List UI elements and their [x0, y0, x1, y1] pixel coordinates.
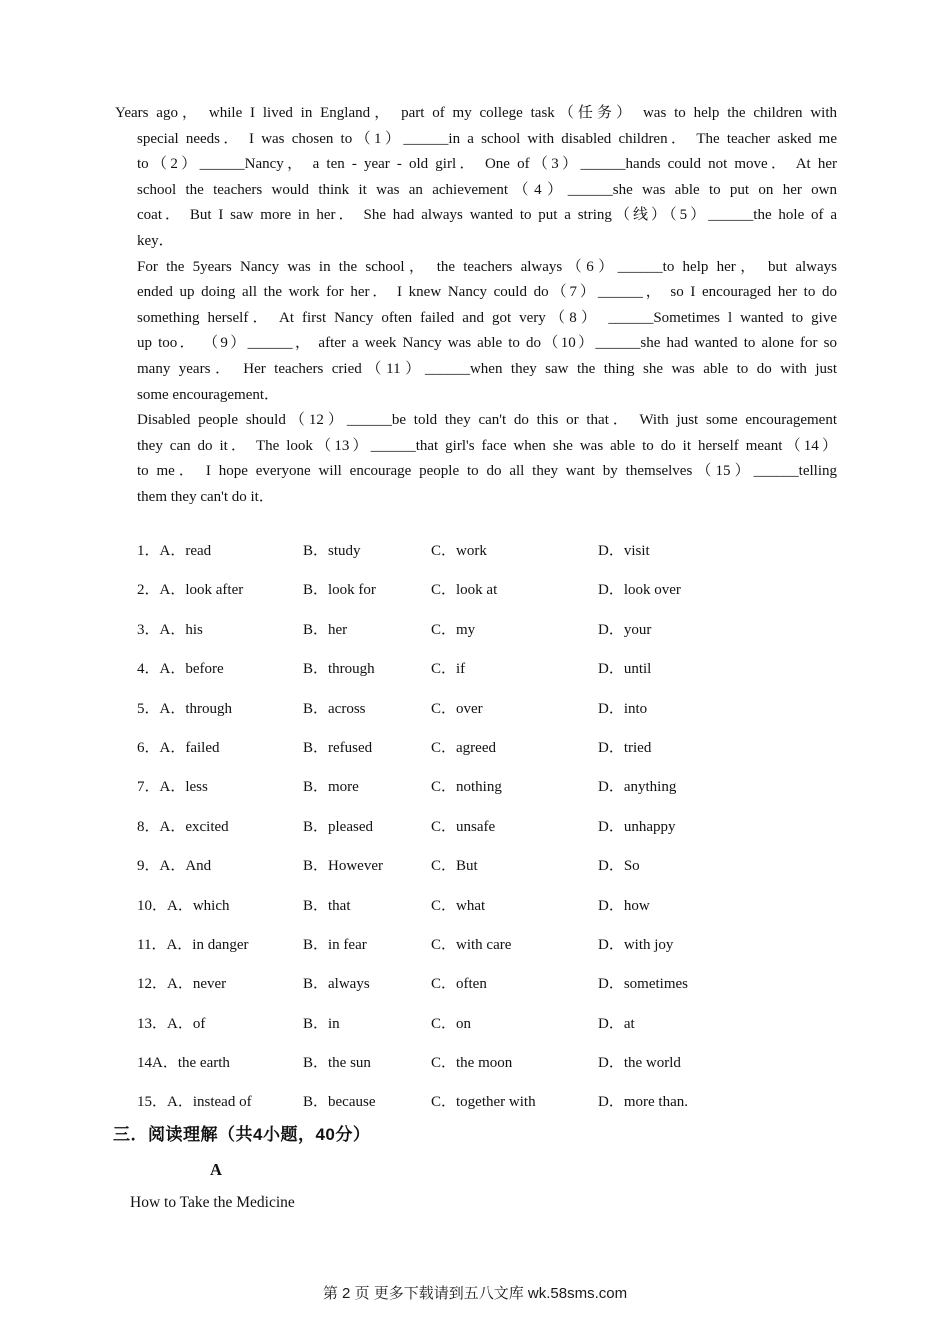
question-option-c: C．agreed	[431, 739, 496, 756]
question-option-d: D．look over	[598, 582, 681, 599]
question-option-c: C．together with	[431, 1094, 536, 1111]
question-option-b: B．pleased	[303, 818, 373, 835]
page-footer: 第 2 页 更多下载请到五八文库 wk.58sms.com	[322, 1285, 628, 1302]
cloze-question-row	[137, 618, 850, 643]
passage-line: Disabled people should（12）______be told they can't do this or that． With just some encouragement	[137, 412, 837, 429]
passage-line: school the teachers would think it was an achievement（4）______she was able to put on her own	[137, 181, 837, 198]
cloze-question-row	[137, 539, 850, 564]
reading-passage-label: A	[210, 1160, 222, 1179]
cloze-question-row	[137, 1051, 850, 1076]
question-option-d: D．anything	[598, 779, 677, 796]
question-option-b: B．her	[303, 621, 348, 638]
question-option-d: D．more than.	[598, 1094, 688, 1111]
passage-line: them they can't do it．	[137, 488, 274, 505]
question-option-c: C．nothing	[431, 779, 502, 796]
question-number-and-option-a: 12．A．never	[137, 976, 227, 993]
question-number-and-option-a: 13．A．of	[137, 1015, 206, 1032]
question-number-and-option-a: 9．A．And	[137, 858, 212, 875]
question-number-and-option-a: 8．A．excited	[137, 818, 229, 835]
question-option-c: C．over	[431, 700, 483, 717]
cloze-paragraph-3	[137, 408, 837, 510]
question-option-b: B．in	[303, 1015, 340, 1032]
question-option-c: C．unsafe	[431, 818, 496, 835]
question-option-c: C．often	[431, 976, 487, 993]
question-option-b: B．that	[303, 897, 351, 914]
passage-line: they can do it． The look（13）______that girl's face when she was able to do it herself meant（14）	[137, 437, 837, 454]
question-option-c: C．But	[431, 858, 478, 875]
passage-line: For the 5years Nancy was in the school， the teachers always（6）______to help her， but always	[137, 258, 837, 275]
cloze-question-row	[137, 657, 850, 682]
cloze-paragraph-1	[115, 101, 837, 255]
cloze-passage	[115, 101, 837, 511]
question-option-d: D．until	[598, 661, 652, 678]
cloze-question-row	[137, 578, 850, 603]
question-number-and-option-a: 1．A．read	[137, 543, 212, 559]
passage-line: key．	[137, 232, 174, 249]
cloze-question-row	[137, 972, 850, 997]
reading-passage-title: How to Take the Medicine	[130, 1194, 295, 1211]
question-option-c: C．if	[431, 661, 466, 678]
cloze-question-row	[137, 736, 850, 761]
passage-line: special needs． I was chosen to（1）______in a school with disabled children． The teacher asked me	[137, 130, 837, 147]
question-option-d: D．into	[598, 700, 648, 717]
cloze-question-row	[137, 894, 850, 919]
cloze-question-row	[137, 815, 850, 840]
question-option-b: B．always	[303, 976, 370, 993]
question-option-c: C．my	[431, 621, 476, 638]
passage-line: up too． （9）______， after a week Nancy was able to do（10）______she had wanted to alone for so	[137, 335, 837, 352]
question-option-d: D．sometimes	[598, 976, 688, 993]
passage-line: some encouragement．	[137, 386, 280, 403]
passage-line: to me． I hope everyone will encourage people to do all they want by themselves（15）______telling	[137, 463, 837, 480]
cloze-question-row	[137, 697, 850, 722]
question-option-b: B．However	[303, 858, 383, 875]
question-number-and-option-a: 14A．the earth	[137, 1055, 230, 1072]
question-option-b: B．study	[303, 543, 361, 559]
question-option-c: C．work	[431, 543, 487, 559]
cloze-paragraph-2	[137, 255, 837, 409]
question-number-and-option-a: 3．A．his	[137, 621, 203, 638]
passage-line: coat． But I saw more in her． She had always wanted to put a string（线）（5）______the hole of a	[137, 207, 837, 224]
question-option-d: D．your	[598, 621, 652, 638]
question-option-d: D．tried	[598, 739, 652, 756]
cloze-question-row	[137, 854, 850, 879]
question-option-c: C．look at	[431, 582, 498, 599]
question-option-c: C．with care	[431, 936, 512, 953]
question-option-d: D．the world	[598, 1055, 681, 1072]
question-option-d: D．visit	[598, 543, 650, 559]
passage-line: many years． Her teachers cried（11）______when they saw the thing she was able to do with just	[137, 360, 837, 377]
question-option-d: D．how	[598, 897, 650, 914]
passage-line: something herself． At first Nancy often failed and got very（8） ______Sometimes l wanted to give	[137, 309, 837, 326]
question-option-b: B．because	[303, 1094, 376, 1111]
question-number-and-option-a: 6．A．failed	[137, 739, 220, 756]
question-option-d: D．unhappy	[598, 818, 676, 835]
question-number-and-option-a: 15．A．instead of	[137, 1094, 252, 1111]
question-option-b: B．more	[303, 779, 359, 796]
cloze-question-list	[137, 539, 850, 1130]
question-number-and-option-a: 2．A．look after	[137, 582, 244, 599]
question-number-and-option-a: 7．A．less	[137, 779, 208, 796]
question-option-b: B．through	[303, 661, 375, 678]
cloze-question-row	[137, 1012, 850, 1037]
question-number-and-option-a: 10．A．which	[137, 897, 230, 914]
question-option-b: B．across	[303, 700, 366, 717]
reading-section-title: 三．阅读理解（共4小题，40分）	[113, 1125, 371, 1144]
cloze-question-row	[137, 775, 850, 800]
question-option-c: C．what	[431, 897, 486, 914]
passage-line: to（2）______Nancy， a ten - year - old girl． One of（3）______hands could not move． At her	[137, 156, 837, 173]
question-option-d: D．So	[598, 858, 640, 875]
cloze-question-row	[137, 1090, 850, 1115]
question-option-b: B．the sun	[303, 1055, 371, 1072]
question-number-and-option-a: 4．A．before	[137, 661, 224, 678]
question-number-and-option-a: 11．A．in danger	[137, 936, 249, 953]
question-option-c: C．the moon	[431, 1055, 513, 1072]
question-option-b: B．look for	[303, 582, 376, 599]
question-number-and-option-a: 5．A．through	[137, 700, 232, 717]
question-option-d: D．with joy	[598, 936, 674, 953]
question-option-c: C．on	[431, 1015, 472, 1032]
cloze-question-row	[137, 933, 850, 958]
question-option-b: B．refused	[303, 739, 373, 756]
question-option-d: D．at	[598, 1015, 635, 1032]
passage-line: ended up doing all the work for her． I knew Nancy could do（7）______， so I encouraged her to do	[137, 284, 837, 301]
passage-line: Years ago， while I lived in England， part of my college task（任务） was to help the children with	[115, 105, 837, 121]
question-option-b: B．in fear	[303, 936, 367, 953]
